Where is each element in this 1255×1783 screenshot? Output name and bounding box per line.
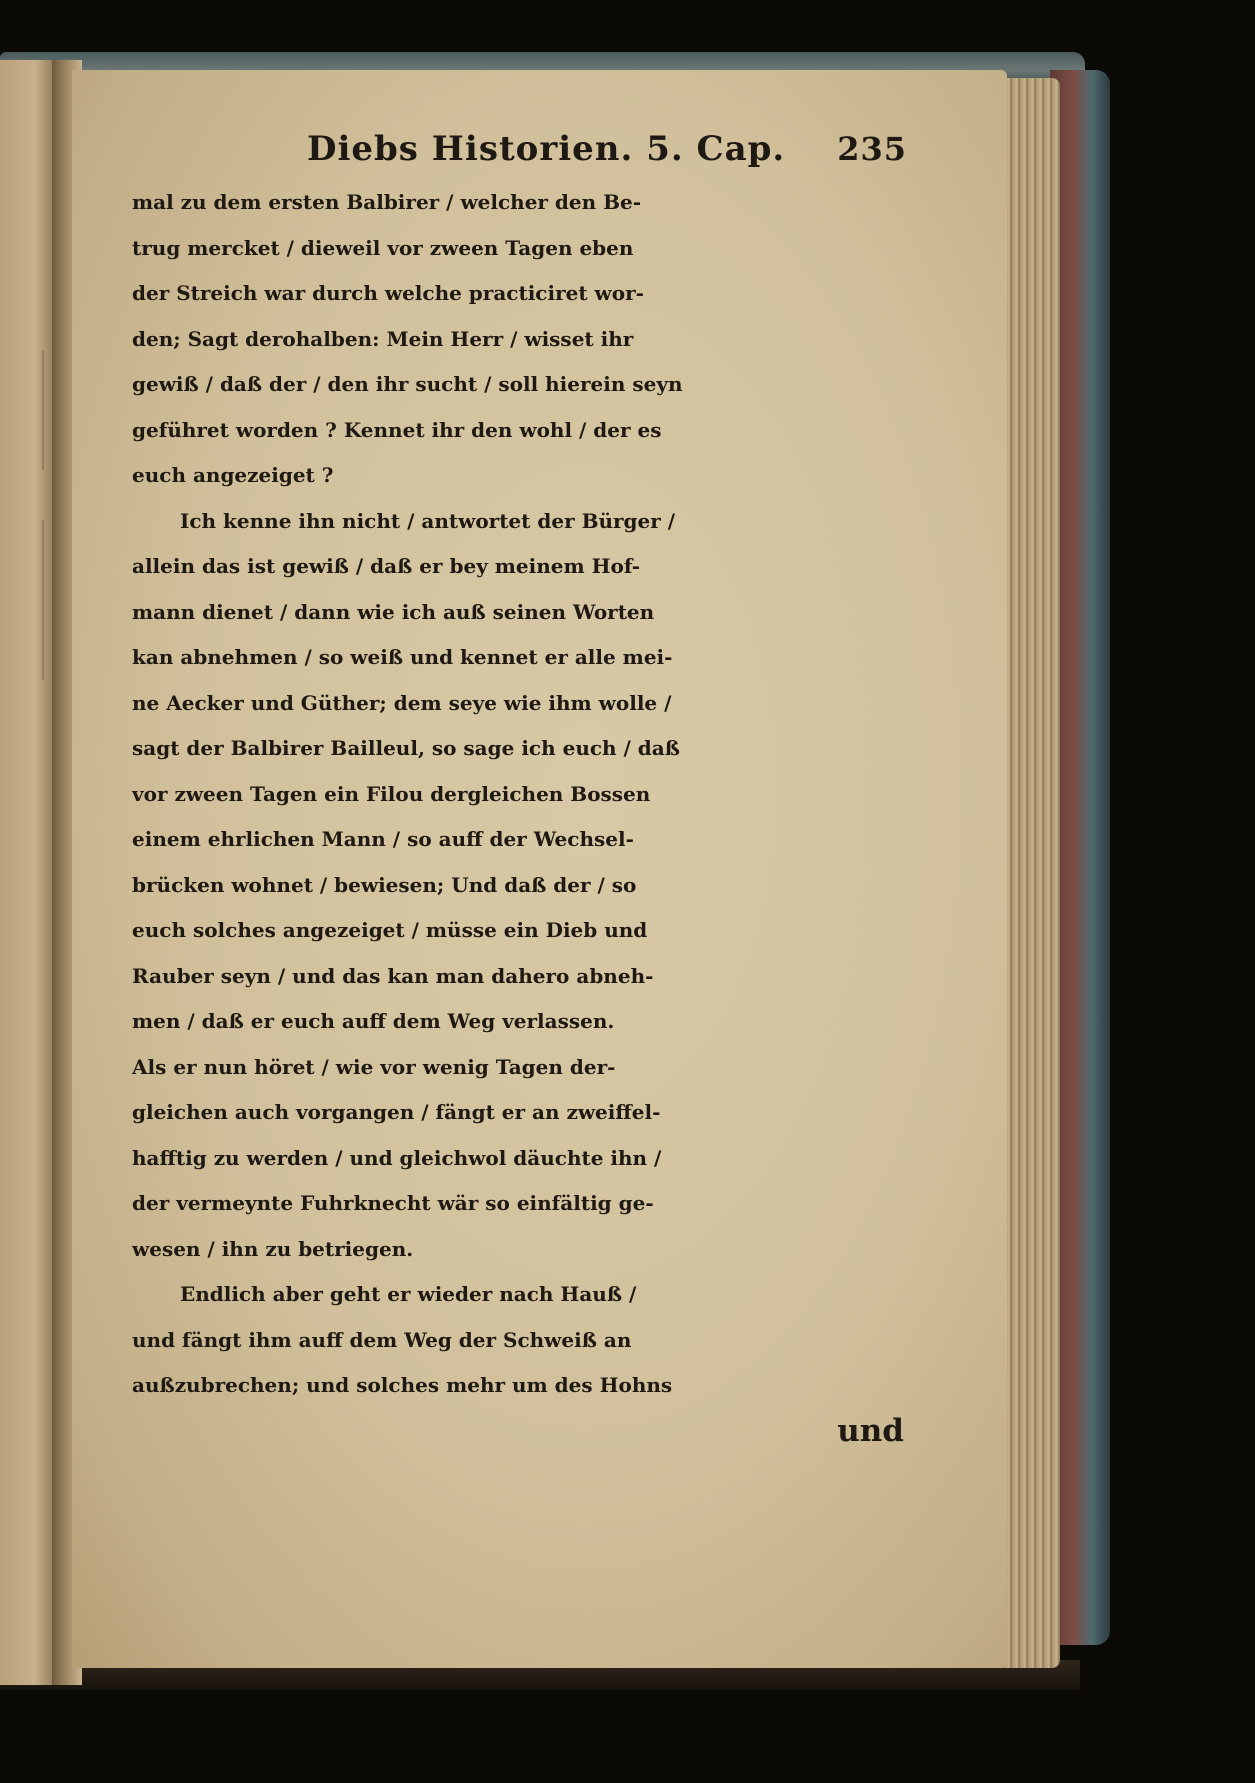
text-line: außzubrechen; und solches mehr um des Hohns bbox=[132, 1373, 673, 1397]
text-line: men / daß er euch auff dem Weg verlassen. bbox=[132, 1009, 615, 1033]
left-page-edge bbox=[0, 60, 58, 1685]
text-line: der Streich war durch welche practiciret wor- bbox=[132, 281, 644, 305]
text-line: gleichen auch vorgangen / fängt er an zweiffel- bbox=[132, 1100, 661, 1124]
running-head-title: Diebs Historien. 5. Cap. bbox=[307, 129, 786, 169]
text-line: allein das ist gewiß / daß er bey meinem Hof- bbox=[132, 554, 641, 578]
text-line: geführet worden ? Kennet ihr den wohl / der es bbox=[132, 417, 662, 442]
text-line: wesen / ihn zu betriegen. bbox=[132, 1236, 414, 1261]
text-line: brücken wohnet / bewiesen; Und daß der / so bbox=[132, 872, 637, 897]
text-line: sagt der Balbirer Bailleul, so sage ich euch / daß bbox=[132, 736, 680, 760]
margin-mark bbox=[42, 520, 44, 680]
text-line: mann dienet / dann wie ich auß seinen Worten bbox=[132, 599, 655, 624]
text-line: euch angezeiget ? bbox=[132, 463, 334, 487]
text-line: euch solches angezeiget / müsse ein Dieb und bbox=[132, 918, 648, 942]
text-line: trug mercket / dieweil vor zween Tagen eben bbox=[132, 235, 634, 260]
text-line: kan abnehmen / so weiß und kennet er alle mei- bbox=[132, 645, 673, 669]
text-line: Als er nun höret / wie vor wenig Tagen der- bbox=[132, 1054, 616, 1079]
page-number: 235 bbox=[837, 130, 907, 168]
text-line: Ich kenne ihn nicht / antwortet der Bürger / bbox=[180, 508, 676, 533]
text-line: einem ehrlichen Mann / so auff der Wechsel- bbox=[132, 827, 634, 851]
body-text bbox=[132, 180, 972, 1409]
book-page bbox=[72, 70, 1007, 1668]
catchword: und bbox=[837, 1412, 904, 1449]
text-line: vor zween Tagen ein Filou dergleichen Bossen bbox=[132, 781, 651, 806]
text-line: hafftig zu werden / und gleichwol däuchte ihn / bbox=[132, 1145, 662, 1170]
text-line: mal zu dem ersten Balbirer / welcher den Be- bbox=[132, 190, 642, 214]
margin-mark bbox=[42, 350, 44, 470]
text-line: gewiß / daß der / den ihr sucht / soll hierein seyn bbox=[132, 372, 683, 396]
text-line: Endlich aber geht er wieder nach Hauß / bbox=[180, 1282, 637, 1306]
text-line: und fängt ihm auff dem Weg der Schweiß an bbox=[132, 1327, 632, 1352]
text-line: den; Sagt derohalben: Mein Herr / wisset ihr bbox=[132, 326, 634, 351]
text-line: ne Aecker und Güther; dem seye wie ihm wolle / bbox=[132, 690, 672, 715]
text-block bbox=[132, 118, 972, 1454]
text-line: der vermeynte Fuhrknecht wär so einfältig ge- bbox=[132, 1191, 654, 1215]
running-head bbox=[132, 118, 972, 180]
text-line: Rauber seyn / und das kan man dahero abneh- bbox=[132, 963, 654, 988]
